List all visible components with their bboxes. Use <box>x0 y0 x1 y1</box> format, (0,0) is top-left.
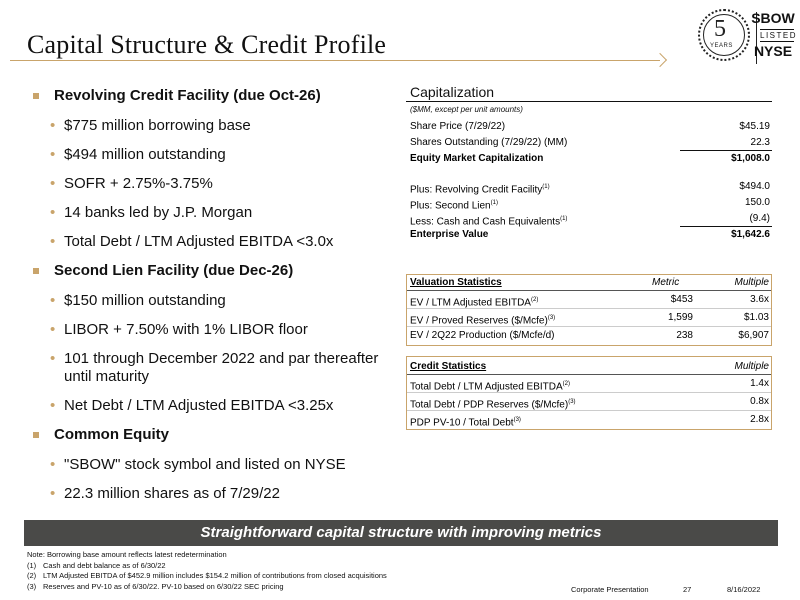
logo-exchange: NYSE <box>753 43 793 59</box>
title-arrow-icon <box>653 53 667 67</box>
table-row: PDP PV-10 / Total Debt$^{(3)}$ 2.8x <box>410 414 769 429</box>
valuation-statistics-table <box>406 274 772 346</box>
bullet-dot-icon: • <box>50 321 56 338</box>
footnote: (2) LTM Adjusted EBITDA of $452.9 million includes $154.2 million of contributions from closed acquisitions <box>27 571 387 580</box>
table-row: Less: Cash and Cash Equivalents$^{(1)}$ (9.4) <box>410 213 770 228</box>
bullet-dot-icon: • <box>50 350 56 367</box>
bullet-dot-icon: • <box>50 175 56 192</box>
bullet-dot-icon: • <box>50 204 56 221</box>
list-item: • $150 million outstanding <box>50 292 226 309</box>
footnotes <box>27 550 387 592</box>
table-row: Total Debt / PDP Reserves ($/Mcfe)$^{(3)}$ 0.8x <box>407 393 771 411</box>
section-heading-equity: Common Equity <box>30 426 400 444</box>
footnote: (1) Cash and debt balance as of 6/30/22 <box>27 560 166 570</box>
footnote: (3) Reserves and PV-10 as of 6/30/22. PV-10 based on 6/30/22 SEC pricing <box>27 581 284 591</box>
list-item: • "SBOW" stock symbol and listed on NYSE <box>50 456 346 473</box>
seal-years-number: 5 <box>714 16 726 42</box>
table-row: EV / Proved Reserves ($/Mcfe)$^{(3)}$ 1,599 $1.03 <box>407 309 771 327</box>
page-title: Capital Structure & Credit Profile <box>27 30 387 59</box>
credit-statistics-table <box>406 356 772 430</box>
bullet-dot-icon: • <box>50 292 56 309</box>
table-row: Plus: Revolving Credit Facility$^{(1)}$ $494.0 <box>410 181 770 196</box>
page-number: 27 <box>683 585 692 594</box>
capitalization-table <box>406 84 772 243</box>
table-row: Plus: Second Lien$^{(1)}$ 150.0 <box>410 197 770 212</box>
table-row: Shares Outstanding (7/29/22) (MM) 22.3 <box>406 135 772 151</box>
seal-years-label: YEARS <box>710 43 733 49</box>
section-heading-second-lien: Second Lien Facility (due Dec-26) <box>30 262 400 280</box>
section-heading-revolver: Revolving Credit Facility (due Oct-26) <box>30 87 400 105</box>
bullet-dot-icon: • <box>50 485 56 502</box>
logo-ticker: SBOW <box>751 10 795 26</box>
table-header: Credit Statistics Multiple <box>407 357 771 375</box>
logo-listed: LISTED <box>760 31 798 40</box>
bullet-dot-icon: • <box>50 146 56 163</box>
bullet-dot-icon: • <box>50 233 56 250</box>
capitalization-title: Capitalization <box>406 84 772 102</box>
title-rule <box>10 60 660 61</box>
capitalization-subtitle: ($MM, except per unit amounts) <box>410 105 523 114</box>
bullet-list <box>30 87 400 514</box>
table-row: Total Debt / LTM Adjusted EBITDA$^{(2)}$ 1.4x <box>407 375 771 393</box>
bullet-dot-icon: • <box>50 117 56 134</box>
company-logo <box>696 6 796 68</box>
bullet-dot-icon: • <box>50 397 56 414</box>
table-row: EV / LTM Adjusted EBITDA$^{(2)}$ $453 3.6x <box>407 291 771 309</box>
summary-banner: Straightforward capital structure with improving metrics <box>24 520 778 546</box>
list-item: • 14 banks led by J.P. Morgan <box>50 204 253 221</box>
table-row: Share Price (7/29/22) $45.19 <box>410 121 770 132</box>
list-item: • 22.3 million shares as of 7/29/22 <box>50 485 280 502</box>
list-item: • Total Debt / LTM Adjusted EBITDA <3.0x <box>50 233 334 250</box>
table-header: Valuation Statistics Metric Multiple <box>407 275 771 291</box>
footer-date: 8/16/2022 <box>727 585 761 594</box>
table-row: Equity Market Capitalization $1,008.0 <box>410 153 770 164</box>
table-row: Enterprise Value $1,642.6 <box>410 229 770 240</box>
list-item: • $494 million outstanding <box>50 146 226 163</box>
list-item: • Net Debt / LTM Adjusted EBITDA <3.25x <box>50 397 334 414</box>
list-item: • SOFR + 2.75%-3.75% <box>50 175 213 192</box>
list-item: • $775 million borrowing base <box>50 117 251 134</box>
list-item: • 101 through December 2022 and par thereafter until maturity <box>50 350 379 385</box>
footer-label: Corporate Presentation <box>571 585 649 594</box>
table-row: EV / 2Q22 Production ($/Mcfe/d) 238 $6,907 <box>410 330 769 341</box>
bullet-dot-icon: • <box>50 456 56 473</box>
list-item: • LIBOR + 7.50% with 1% LIBOR floor <box>50 321 308 338</box>
footnote-intro: Note: Borrowing base amount reflects latest redetermination <box>27 550 227 559</box>
